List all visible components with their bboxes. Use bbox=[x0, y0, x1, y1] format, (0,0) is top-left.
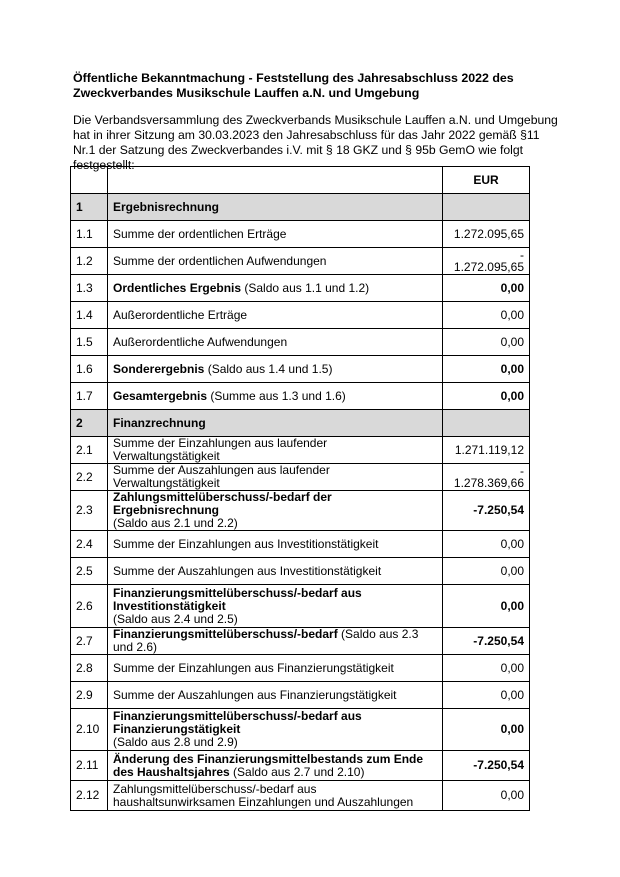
row-amount: 0,00 bbox=[500, 722, 524, 736]
row-number: 1.2 bbox=[71, 248, 108, 275]
section-row bbox=[71, 194, 530, 221]
row-label-suffix: (Saldo aus 2.3 und 2.6) bbox=[113, 627, 419, 654]
row-label bbox=[108, 682, 443, 709]
table-row bbox=[71, 682, 530, 709]
currency-header: EUR bbox=[443, 167, 530, 194]
row-amount: 0,00 bbox=[500, 334, 524, 349]
row-value bbox=[443, 329, 530, 356]
row-label-suffix: (Saldo aus 1.1 und 1.2) bbox=[241, 280, 370, 295]
row-label-text: Summe der ordentlichen Erträge bbox=[113, 226, 287, 241]
row-number: 1 bbox=[71, 194, 108, 221]
row-label-text: Außerordentliche Aufwendungen bbox=[113, 334, 288, 349]
row-number: 1.6 bbox=[71, 356, 108, 383]
row-amount: 0,00 bbox=[500, 660, 524, 675]
row-label-text: Summe der ordentlichen Aufwendungen bbox=[113, 253, 327, 268]
row-value bbox=[443, 275, 530, 302]
table-row bbox=[71, 558, 530, 585]
row-number: 1.1 bbox=[71, 221, 108, 248]
row-label bbox=[108, 275, 443, 302]
row-amount: 0,00 bbox=[500, 361, 524, 376]
row-label bbox=[108, 410, 443, 437]
row-value bbox=[443, 437, 530, 464]
table-row bbox=[71, 655, 530, 682]
row-number: 2.6 bbox=[71, 585, 108, 628]
header-cell-no bbox=[71, 167, 108, 194]
row-amount: 1.271.119,12 bbox=[454, 442, 524, 457]
row-value bbox=[443, 248, 530, 275]
row-label-bold: Zahlungsmittelüberschuss/-bedarf der Ergebnisrechnung bbox=[113, 490, 332, 517]
table-row bbox=[71, 781, 530, 811]
row-amount: -7.250,54 bbox=[473, 758, 524, 772]
row-number: 1.3 bbox=[71, 275, 108, 302]
row-label bbox=[108, 781, 443, 811]
row-value bbox=[443, 383, 530, 410]
row-label-bold: Finanzierungsmittelüberschuss/-bedarf aus Investitionstätigkeit bbox=[113, 585, 362, 613]
section-row bbox=[71, 410, 530, 437]
row-label-bold: Gesamtergebnis bbox=[113, 388, 208, 403]
row-label bbox=[108, 302, 443, 329]
negative-sign: - bbox=[520, 248, 524, 262]
row-label-suffix: (Saldo aus 2.4 und 2.5) bbox=[113, 611, 238, 626]
row-label bbox=[108, 329, 443, 356]
row-label bbox=[108, 709, 443, 751]
table-header-row bbox=[71, 167, 530, 194]
table-row bbox=[71, 275, 530, 302]
row-label bbox=[108, 628, 443, 655]
row-number: 1.4 bbox=[71, 302, 108, 329]
row-number: 2.3 bbox=[71, 491, 108, 531]
row-value bbox=[443, 356, 530, 383]
section-value-cell bbox=[443, 410, 530, 437]
row-label bbox=[108, 751, 443, 781]
row-value bbox=[443, 628, 530, 655]
row-amount: 1.278.369,66 bbox=[453, 476, 524, 490]
row-label bbox=[108, 464, 443, 491]
row-amount: 0,00 bbox=[500, 307, 524, 322]
row-label-suffix: (Saldo aus 2.8 und 2.9) bbox=[113, 735, 238, 749]
row-number: 2.10 bbox=[71, 709, 108, 751]
row-label bbox=[108, 356, 443, 383]
row-value bbox=[443, 751, 530, 781]
row-label-suffix: (Summe aus 1.3 und 1.6) bbox=[207, 388, 346, 403]
row-amount: 0,00 bbox=[500, 687, 524, 702]
row-label-bold: Sonderergebnis bbox=[113, 361, 205, 376]
row-label bbox=[108, 383, 443, 410]
row-value bbox=[443, 781, 530, 811]
row-number: 2.5 bbox=[71, 558, 108, 585]
table-row bbox=[71, 751, 530, 781]
table-row bbox=[71, 356, 530, 383]
row-amount: 1.272.095,65 bbox=[453, 226, 524, 241]
row-value bbox=[443, 491, 530, 531]
row-label-bold: Finanzierungsmittelüberschuss/-bedarf bbox=[113, 627, 338, 641]
row-label bbox=[108, 437, 443, 464]
row-label-bold: Finanzierungsmittelüberschuss/-bedarf aus Finanzierungstätigkeit bbox=[113, 709, 362, 736]
row-label-text: Ergebnisrechnung bbox=[113, 199, 220, 214]
row-value bbox=[443, 221, 530, 248]
row-amount: 0,00 bbox=[500, 280, 524, 295]
row-value bbox=[443, 558, 530, 585]
row-label-text: Summe der Einzahlungen aus Investitionstätigkeit bbox=[113, 536, 379, 551]
row-number: 2.4 bbox=[71, 531, 108, 558]
table-row bbox=[71, 628, 530, 655]
table-row bbox=[71, 302, 530, 329]
row-label-text: Zahlungsmittelüberschuss/-bedarf aus haushaltsunwirksamen Einzahlungen und Auszahlungen bbox=[113, 781, 414, 809]
row-label bbox=[108, 531, 443, 558]
row-number: 2 bbox=[71, 410, 108, 437]
row-number: 2.8 bbox=[71, 655, 108, 682]
row-label bbox=[108, 248, 443, 275]
header-cell-label bbox=[108, 167, 443, 194]
row-value bbox=[443, 464, 530, 491]
table-row bbox=[71, 221, 530, 248]
table-row bbox=[71, 585, 530, 628]
row-label-text: Finanzrechnung bbox=[113, 415, 206, 430]
table-row bbox=[71, 329, 530, 356]
section-value-cell bbox=[443, 194, 530, 221]
notice-title: Öffentliche Bekanntmachung - Feststellung des Jahresabschluss 2022 des Zweckverbandes Musikschule Lauffen a.N. und Umgebung bbox=[73, 71, 514, 100]
row-amount: 0,00 bbox=[500, 388, 524, 403]
financial-statement-table bbox=[70, 166, 530, 811]
row-value bbox=[443, 585, 530, 628]
row-amount: 0,00 bbox=[500, 536, 524, 551]
row-value bbox=[443, 531, 530, 558]
table-row bbox=[71, 531, 530, 558]
row-label-bold: Änderung des Finanzierungsmittelbestands zum Ende des Haushaltsjahres bbox=[113, 751, 424, 779]
row-label-bold: Ordentliches Ergebnis bbox=[113, 280, 242, 295]
row-number: 2.1 bbox=[71, 437, 108, 464]
row-amount: 0,00 bbox=[500, 563, 524, 578]
row-amount: 0,00 bbox=[500, 788, 524, 802]
row-label-suffix: (Saldo aus 2.1 und 2.2) bbox=[113, 516, 238, 530]
row-label bbox=[108, 491, 443, 531]
table-row bbox=[71, 464, 530, 491]
row-amount: -7.250,54 bbox=[473, 503, 524, 517]
row-label-text: Summe der Auszahlungen aus Investitionstätigkeit bbox=[113, 563, 382, 578]
row-number: 2.2 bbox=[71, 464, 108, 491]
row-value bbox=[443, 682, 530, 709]
row-label-text: Außerordentliche Erträge bbox=[113, 307, 248, 322]
row-label bbox=[108, 655, 443, 682]
row-label-text: Summe der Einzahlungen aus laufender Verwaltungstätigkeit bbox=[113, 436, 328, 463]
row-label-suffix: (Saldo aus 1.4 und 1.5) bbox=[204, 361, 333, 376]
row-value bbox=[443, 709, 530, 751]
negative-sign: - bbox=[520, 464, 524, 478]
table-row bbox=[71, 248, 530, 275]
row-label-text: Summe der Einzahlungen aus Finanzierungstätigkeit bbox=[113, 660, 394, 675]
row-number: 2.7 bbox=[71, 628, 108, 655]
row-label bbox=[108, 221, 443, 248]
row-amount: -7.250,54 bbox=[473, 633, 524, 648]
table-row bbox=[71, 437, 530, 464]
row-label bbox=[108, 558, 443, 585]
notice-intro: Die Verbandsversammlung des Zweckverbands Musikschule Lauffen a.N. und Umgebung hat in ihrer Sitzung am 30.03.2023 den Jahresabschluss für das Jahr 2022 gemäß §11 Nr.1 der Satzung des Zweckverbandes i.V. mit § 18 GKZ und § 95b GemO wie folgt festgestellt: bbox=[73, 113, 558, 172]
row-number: 2.11 bbox=[71, 751, 108, 781]
table-row bbox=[71, 709, 530, 751]
row-number: 1.7 bbox=[71, 383, 108, 410]
row-number: 1.5 bbox=[71, 329, 108, 356]
table-row bbox=[71, 491, 530, 531]
row-value bbox=[443, 655, 530, 682]
row-label-text: Summe der Auszahlungen aus Finanzierungstätigkeit bbox=[113, 687, 397, 702]
row-label bbox=[108, 194, 443, 221]
row-number: 2.9 bbox=[71, 682, 108, 709]
row-amount: 1.272.095,65 bbox=[453, 260, 524, 274]
row-amount: 0,00 bbox=[500, 598, 524, 613]
row-label-text: Summe der Auszahlungen aus laufender Verwaltungstätigkeit bbox=[113, 463, 330, 490]
row-number: 2.12 bbox=[71, 781, 108, 811]
row-label-suffix: (Saldo aus 2.7 und 2.10) bbox=[229, 764, 365, 779]
row-value bbox=[443, 302, 530, 329]
row-label bbox=[108, 585, 443, 628]
table-row bbox=[71, 383, 530, 410]
